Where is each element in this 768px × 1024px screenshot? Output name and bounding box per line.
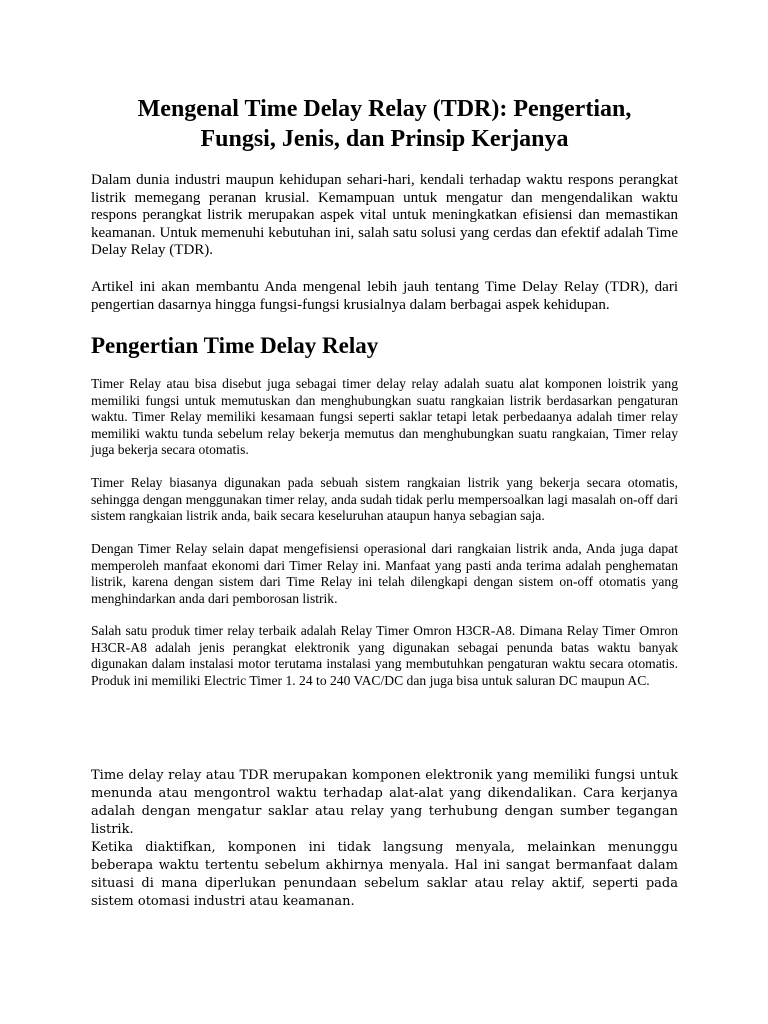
title-line-2: Fungsi, Jenis, dan Prinsip Kerjanya (200, 126, 569, 152)
intro-paragraph: Artikel ini akan membantu Anda mengenal lebih jauh tentang Time Delay Relay (TDR), dari pengertian dasarnya hingga fungsi-fungsi krusialnya dalam berbagai aspek kehidupan. (91, 279, 678, 313)
document-title (91, 94, 678, 154)
section-heading: Pengertian Time Delay Relay (91, 333, 379, 358)
closing-paragraph: Ketika diaktifkan, komponen ini tidak langsung menyala, melainkan menunggu beberapa waktu tertentu sebelum akhirnya menyala. Hal ini sangat bermanfaat dalam situasi di mana diperlukan penundaan sebelum saklar atau relay aktif, seperti pada sistem otomasi industri atau keamanan. (91, 840, 678, 909)
section-paragraph: Timer Relay atau bisa disebut juga sebagai timer delay relay adalah suatu alat komponen loistrik yang memiliki fungsi untuk memutuskan dan menghubungkan suatu rangkaian listrik berdasarkan pengaturan waktu. Timer Relay memiliki kesamaan fungsi seperti saklar tetapi letak perbedaanya adalah timer relay memiliki waktu tunda sebelum relay bekerja memutus dan menghubungkan suatu rangkaian, Timer relay juga bekerja secara otomatis. (91, 376, 678, 457)
closing-paragraph: Time delay relay atau TDR merupakan komponen elektronik yang memiliki fungsi untuk menunda atau mengontrol waktu terhadap alat-alat yang dikendalikan. Cara kerjanya adalah dengan mengatur saklar atau relay yang terhubung dengan sumber tegangan listrik. (91, 768, 678, 837)
intro-paragraph: Dalam dunia industri maupun kehidupan sehari-hari, kendali terhadap waktu respons perangkat listrik memegang peranan krusial. Kemampuan untuk mengatur dan mengendalikan waktu respons perangkat listrik merupakan aspek vital untuk meningkatkan efisiensi dan memastikan keamanan. Untuk memenuhi kebutuhan ini, salah satu solusi yang cerdas dan efektif adalah Time Delay Relay (TDR). (91, 172, 678, 258)
section-paragraph: Timer Relay biasanya digunakan pada sebuah sistem rangkaian listrik yang bekerja secara otomatis, sehingga dengan menggunakan timer relay, anda sudah tidak perlu mempersoalkan lagi masalah on-off dari sistem rangkaian listrik anda, baik secara keseluruhan ataupun hanya sebagian saja. (91, 475, 678, 523)
section-paragraph: Dengan Timer Relay selain dapat mengefisiensi operasional dari rangkaian listrik anda, Anda juga dapat memperoleh manfaat ekonomi dari Timer Relay ini. Manfaat yang pasti anda terima adalah penghematan listrik, karena dengan sistem dari Time Relay ini telah dilengkapi dengan sistem on-off otomatis yang menghindarkan anda dari pemborosan listrik. (91, 541, 678, 606)
title-line-1: Mengenal Time Delay Relay (TDR): Pengertian, (137, 96, 632, 122)
section-paragraph: Salah satu produk timer relay terbaik adalah Relay Timer Omron H3CR-A8. Dimana Relay Timer Omron H3CR-A8 adalah jenis perangkat elektronik yang digunakan sebagai penunda batas waktu banyak digunakan dalam instalasi motor terutama instalasi yang membutuhkan pengaturan waktu secara otomatis. Produk ini memiliki Electric Timer 1. 24 to 240 VAC/DC dan juga bisa untuk saluran DC maupun AC. (91, 623, 678, 688)
